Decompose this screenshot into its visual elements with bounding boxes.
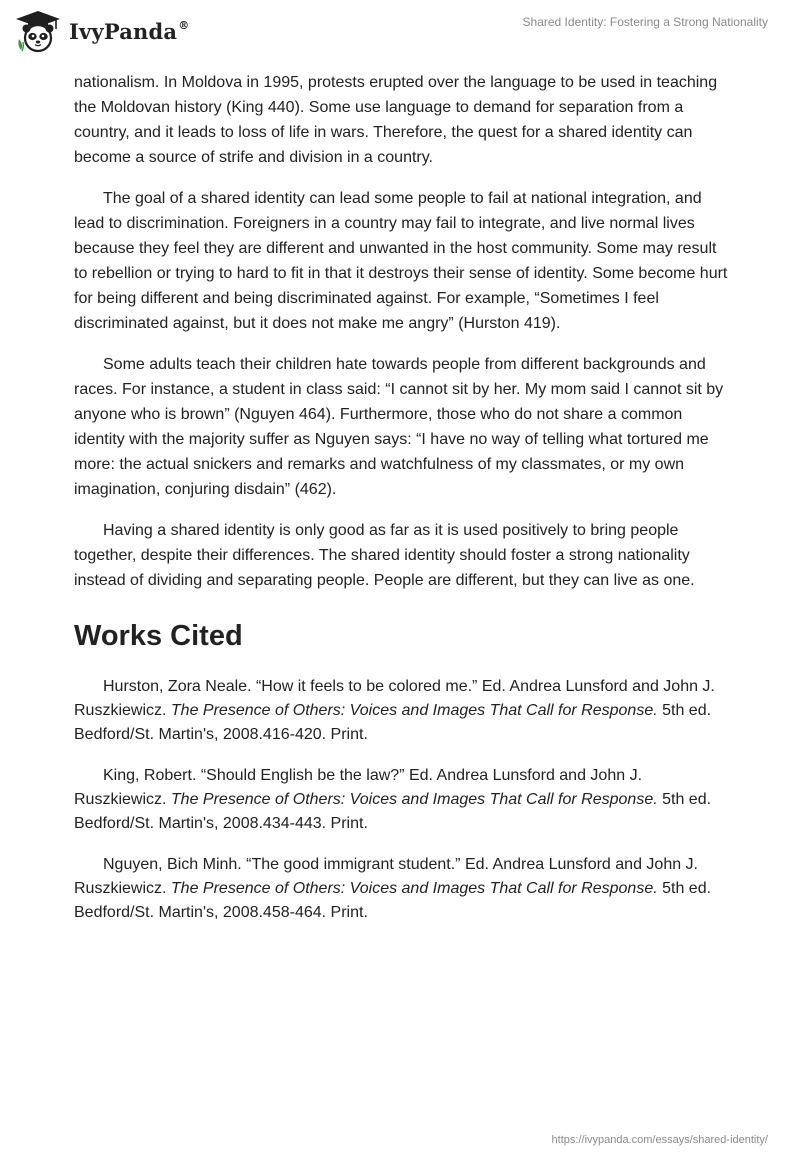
citation-book-title: The Presence of Others: Voices and Images That Call for Response. <box>170 880 658 897</box>
body-paragraph: nationalism. In Moldova in 1995, protests erupted over the language to be used in teaching the Moldovan history (King 440). Some use language to demand for separation from a country, and it leads to loss of life in wars. Therefore, the quest for a shared identity can become a source of strife and division in a country. <box>74 74 718 166</box>
source-url-link[interactable]: https://ivypanda.com/essays/shared-identity/ <box>551 1134 768 1146</box>
brand-name: IvyPanda® <box>69 18 190 44</box>
citation-publication: 5th ed. Bedford/St. Martin's, 2008.416-420. Print. <box>74 702 712 743</box>
citation-book-title: The Presence of Others: Voices and Images That Call for Response. <box>170 702 658 719</box>
body-paragraph: The goal of a shared identity can lead some people to fail at national integration, and lead to discrimination. Foreigners in a country may fail to integrate, and live normal lives because they feel they are different and unwanted in the host community. Some may result to rebellion or trying to hard to fit in that it destroys their sense of identity. Some become hurt for being different and being discriminated against. For example, “Sometimes I feel discriminated against, but it does not make me angry” (Hurston 419). <box>74 190 728 332</box>
registered-mark: ® <box>178 18 190 32</box>
citation-author-title: Nguyen, Bich Minh. “The good immigrant student.” Ed. Andrea Lunsford and John J. Ruszkiewicz. <box>74 856 698 897</box>
body-paragraph: Having a shared identity is only good as far as it is used positively to bring people together, despite their differences. The shared identity should foster a strong nationality instead of dividing and separating people. People are different, but they can live as one. <box>74 522 695 589</box>
works-cited-heading: Works Cited <box>74 620 243 652</box>
document-title: Shared Identity: Fostering a Strong Nationality <box>522 15 768 29</box>
body-paragraph: Some adults teach their children hate towards people from different backgrounds and races. For instance, a student in class said: “I cannot sit by her. My mom said I cannot sit by anyone who is brown” (Nguyen 464). Furthermore, those who do not share a common identity with the majority suffer as Nguyen says: “I have no way of telling what tortured me more: the actual snickers and remarks and watchfulness of my classmates, or my own imagination, conjuring disdain” (462). <box>74 356 724 498</box>
citation-publication: 5th ed. Bedford/St. Martin's, 2008.434-443. Print. <box>74 791 712 832</box>
citation-entry <box>74 764 734 836</box>
page-header <box>0 0 800 64</box>
citation-entry <box>74 675 734 747</box>
citation-publication: 5th ed. Bedford/St. Martin's, 2008.458-464. Print. <box>74 880 712 921</box>
citation-entry <box>74 853 734 925</box>
ivypanda-logo[interactable] <box>14 8 189 54</box>
citation-author-title: Hurston, Zora Neale. “How it feels to be colored me.” Ed. Andrea Lunsford and John J. Ruszkiewicz. <box>74 678 715 719</box>
citation-author-title: King, Robert. “Should English be the law?” Ed. Andrea Lunsford and John J. Ruszkiewicz. <box>74 767 643 808</box>
essay-content <box>74 70 734 942</box>
citation-book-title: The Presence of Others: Voices and Images That Call for Response. <box>170 791 658 808</box>
panda-graduate-icon <box>14 9 62 53</box>
